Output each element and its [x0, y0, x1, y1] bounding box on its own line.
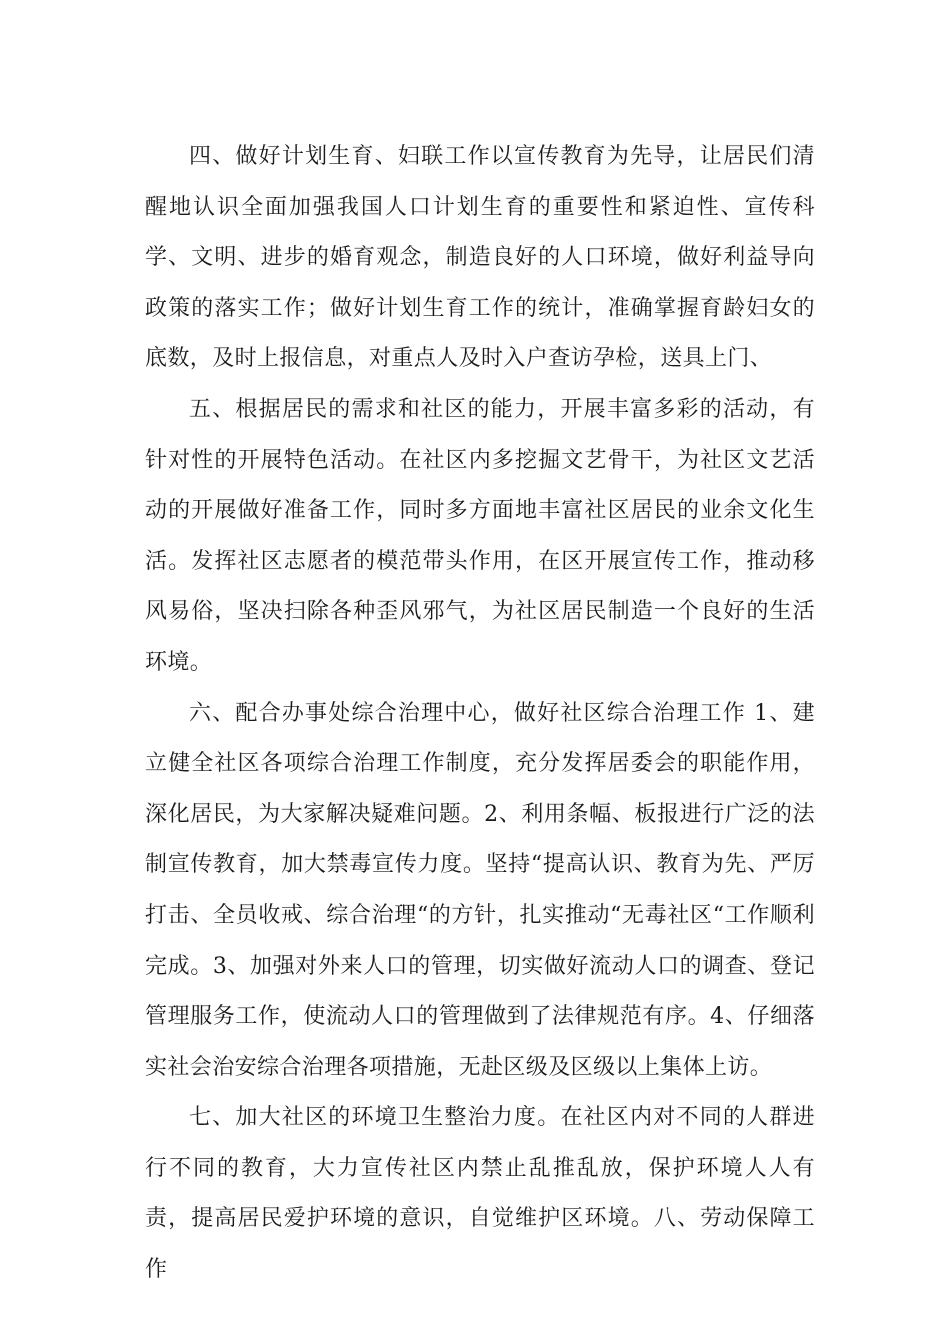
paragraph-family-planning: 四、做好计划生育、妇联工作以宣传教育为先导，让居民们清醒地认识全面加强我国人口计划生育的重要性和紧迫性、宣传科学、文明、进步的婚育观念，制造良好的人口环境，做好利益导向政策的落实工作；做好计划生育工作的统计，准确掌握育龄妇女的底数，及时上报信息，对重点人及时入户查访孕检，送具上门、 — [145, 144, 815, 372]
paragraph-environmental-sanitation: 七、加大社区的环境卫生整治力度。在社区内对不同的人群进行不同的教育，大力宣传社区内禁止乱推乱放，保护环境人人有责，提高居民爱护环境的意识，自觉维护区环境。八、劳动保障工作 — [145, 1105, 815, 1283]
paragraph-comprehensive-governance: 六、配合办事处综合治理中心，做好社区综合治理工作 1、建立健全社区各项综合治理工作制度，充分发挥居委会的职能作用，深化居民，为大家解决疑难问题。2、利用条幅、板报进行广泛的法制宣传教育，加大禁毒宣传力度。坚持“提高认识、教育为先、严厉打击、全员收戒、综合治理“的方针，扎实推动“无毒社区“工作顺利完成。3、加强对外来人口的管理，切实做好流动人口的调查、登记管理服务工作，使流动人口的管理做到了法律规范有序。4、仔细落实社会治安综合治理各项措施，无赴区级及区级以上集体上访。 — [145, 700, 815, 1080]
document-body — [145, 132, 815, 1296]
paragraph-community-activities: 五、根据居民的需求和社区的能力，开展丰富多彩的活动，有针对性的开展特色活动。在社区内多挖掘文艺骨干，为社区文艺活动的开展做好准备工作，同时多方面地丰富社区居民的业余文化生活。发挥社区志愿者的模范带头作用，在区开展宣传工作，推动移风易俗，坚决扫除各种歪风邪气，为社区居民制造一个良好的生活环境。 — [145, 396, 815, 675]
